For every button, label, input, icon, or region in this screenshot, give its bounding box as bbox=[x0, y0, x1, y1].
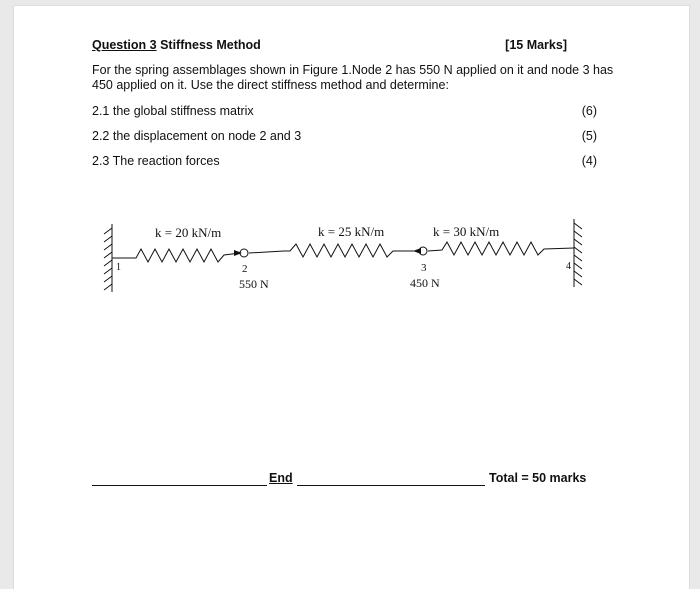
exam-footer bbox=[92, 471, 612, 491]
load-arrow-node-3 bbox=[413, 248, 421, 254]
question-title: Stiffness Method bbox=[160, 38, 261, 52]
sub-question-marks: (4) bbox=[581, 154, 597, 168]
spring-k20 bbox=[112, 249, 240, 262]
right-wall-hatch bbox=[574, 223, 582, 285]
exam-page bbox=[14, 6, 689, 589]
sub-question-marks: (5) bbox=[581, 129, 597, 143]
spring-k30 bbox=[428, 242, 574, 255]
end-label: End bbox=[269, 471, 293, 485]
spring-label-k20: k = 20 kN/m bbox=[155, 225, 222, 240]
node-1-number: 1 bbox=[116, 262, 121, 273]
question-intro: For the spring assemblages shown in Figure 1.Node 2 has 550 N applied on it and node 3 has 450 applied on it. Use the direct stiffness method and determine: bbox=[92, 63, 614, 92]
spring-assemblage-figure bbox=[14, 6, 689, 589]
node-3-load: 450 N bbox=[410, 276, 440, 290]
node-2-number: 2 bbox=[242, 263, 248, 275]
node-3-number: 3 bbox=[421, 262, 427, 274]
total-marks: Total = 50 marks bbox=[489, 471, 587, 485]
spring-k25 bbox=[284, 244, 419, 257]
spring-label-k30: k = 30 kN/m bbox=[433, 224, 500, 239]
sub-question-marks: (6) bbox=[581, 104, 597, 118]
sub-question-text: 2.1 the global stiffness matrix bbox=[92, 104, 254, 118]
link-node2 bbox=[249, 251, 284, 253]
left-wall-hatch bbox=[104, 228, 112, 290]
footer-rule-left bbox=[92, 485, 267, 486]
node-4-number: 4 bbox=[566, 261, 571, 272]
sub-question-text: 2.2 the displacement on node 2 and 3 bbox=[92, 129, 302, 143]
footer-rule-right bbox=[297, 485, 485, 486]
spring-label-k25: k = 25 kN/m bbox=[318, 224, 385, 239]
question-marks: [15 Marks] bbox=[505, 38, 567, 52]
node-2-load: 550 N bbox=[239, 277, 269, 291]
sub-question-text: 2.3 The reaction forces bbox=[92, 154, 220, 168]
question-number: Question 3 bbox=[92, 38, 157, 52]
